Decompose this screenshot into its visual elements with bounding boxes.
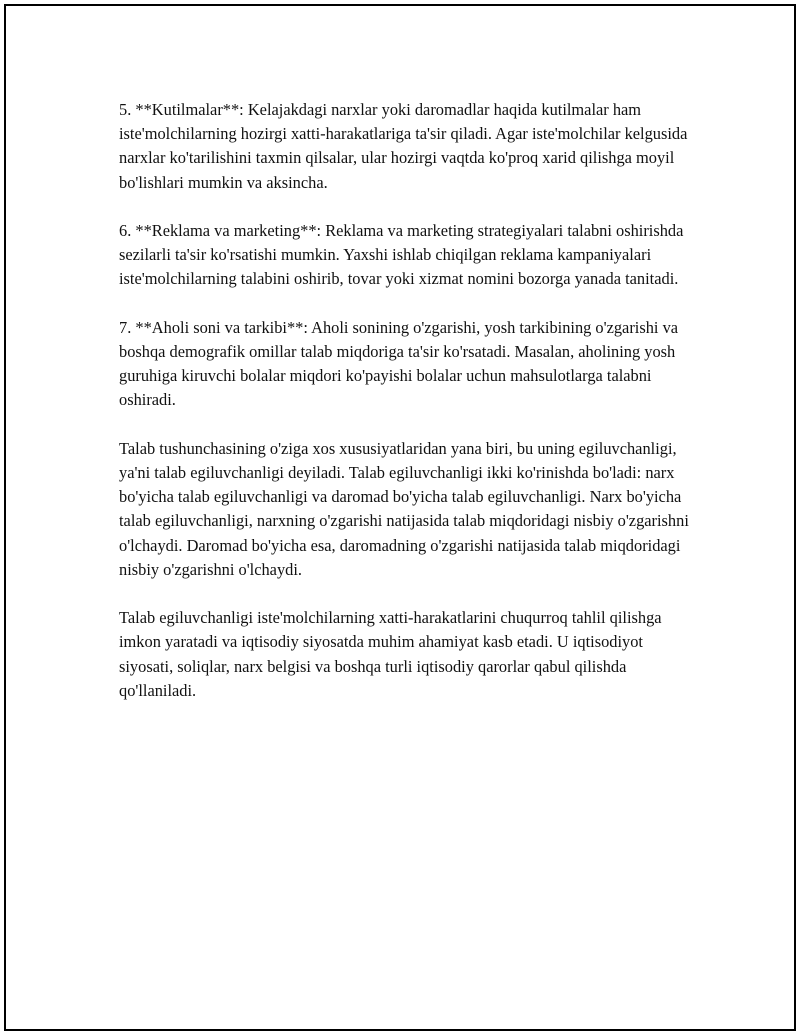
document-page <box>4 4 796 1031</box>
paragraph-population: 7. **Aholi soni va tarkibi**: Aholi sonining o'zgarishi, yosh tarkibining o'zgarishi va boshqa demografik omillar talab miqdoriga ta'sir ko'rsatadi. Masalan, aholining yosh guruhiga kiruvchi bolalar miqdori ko'payishi bolalar uchun mahsulotlarga talabni oshiradi. <box>119 317 679 410</box>
paragraph-expectations: 5. **Kutilmalar**: Kelajakdagi narxlar yoki daromadlar haqida kutilmalar ham iste'molchilarning hozirgi xatti-harakatlariga ta'sir qiladi. Agar iste'molchilar kelgusida narxlar ko'tarilishini taxmin qilsalar, ular hozirgi vaqtda ko'proq xarid qilishga moyil bo'lishlari mumkin va aksincha. <box>119 100 688 192</box>
paragraph-elasticity: Talab tushunchasining o'ziga xos xususiyatlaridan yana biri, bu uning egiluvchanligi, ya'ni talab egiluvchanligi deyiladi. Talab egiluvchanligi ikki ko'rinishda bo'ladi: narx bo'yicha talab egiluvchanligi va daromad bo'yicha talab egiluvchanligi. Narx bo'yicha talab egiluvchanligi, narxning o'zgarishi natijasida talab miqdoridagi nisbiy o'zgarishni o'lchaydi. Daromad bo'yicha esa, daromadning o'zgarishi natijasida talab miqdoridagi nisbiy o'zgarishni o'lchaydi. <box>119 438 689 579</box>
paragraph-elasticity-usage: Talab egiluvchanligi iste'molchilarning xatti-harakatlarini chuqurroq tahlil qilishga imkon yaratadi va iqtisodiy siyosatda muhim ahamiyat kasb etadi. U iqtisodiyot siyosati, soliqlar, narx belgisi va boshqa turli iqtisodiy qarorlar qabul qilishda qo'llaniladi. <box>119 608 662 700</box>
document-body <box>119 98 691 727</box>
paragraph-advertising: 6. **Reklama va marketing**: Reklama va marketing strategiyalari talabni oshirishda sezilarli ta'sir ko'rsatishi mumkin. Yaxshi ishlab chiqilgan reklama kampaniyalari iste'molchilarning talabini oshirib, tovar yoki xizmat nomini bozorga yanada tanitadi. <box>119 221 684 289</box>
